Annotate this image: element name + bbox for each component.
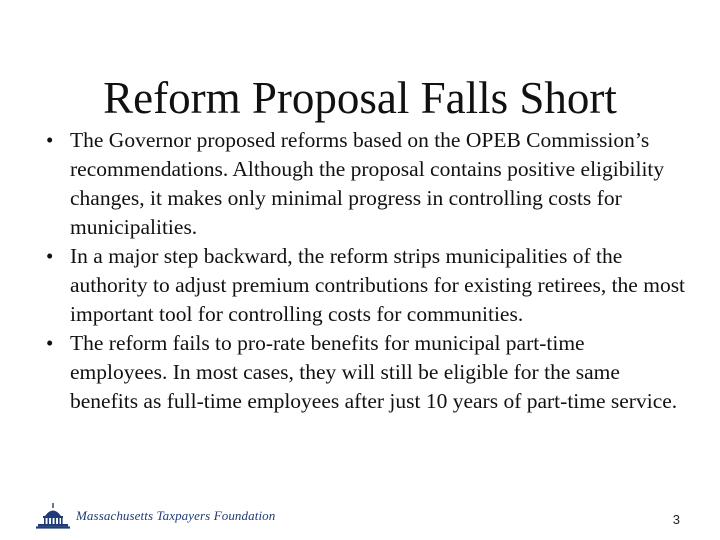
footer-logo-text: Massachusetts Taxpayers Foundation	[76, 508, 276, 523]
bullet-item	[46, 242, 686, 329]
bullet-marker: •	[46, 128, 54, 152]
bullet-text: The Governor proposed reforms based on the OPEB Commission’s recommendations. Although the proposal contains positive eligibility changes, it makes only minimal progress in controlling costs for municipalities.	[70, 128, 665, 239]
capitol-dome-icon	[36, 503, 70, 529]
bullet-item	[46, 329, 686, 416]
bullet-text: The reform fails to pro-rate benefits for municipal part-time employees. In most cases, they will still be eligible for the same benefits as full-time employees after just 10 years of part-time service.	[70, 331, 678, 413]
page-number: 3	[672, 512, 680, 527]
bullet-marker: •	[46, 244, 54, 268]
slide-title: Reform Proposal Falls Short	[103, 73, 617, 124]
bullet-item	[46, 126, 686, 242]
bullet-text: In a major step backward, the reform strips municipalities of the authority to adjust premium contributions for existing retirees, the most important tool for controlling costs for communities.	[70, 244, 686, 326]
footer-logo	[36, 502, 275, 530]
bullet-marker: •	[46, 331, 54, 355]
bullet-list	[46, 126, 686, 416]
